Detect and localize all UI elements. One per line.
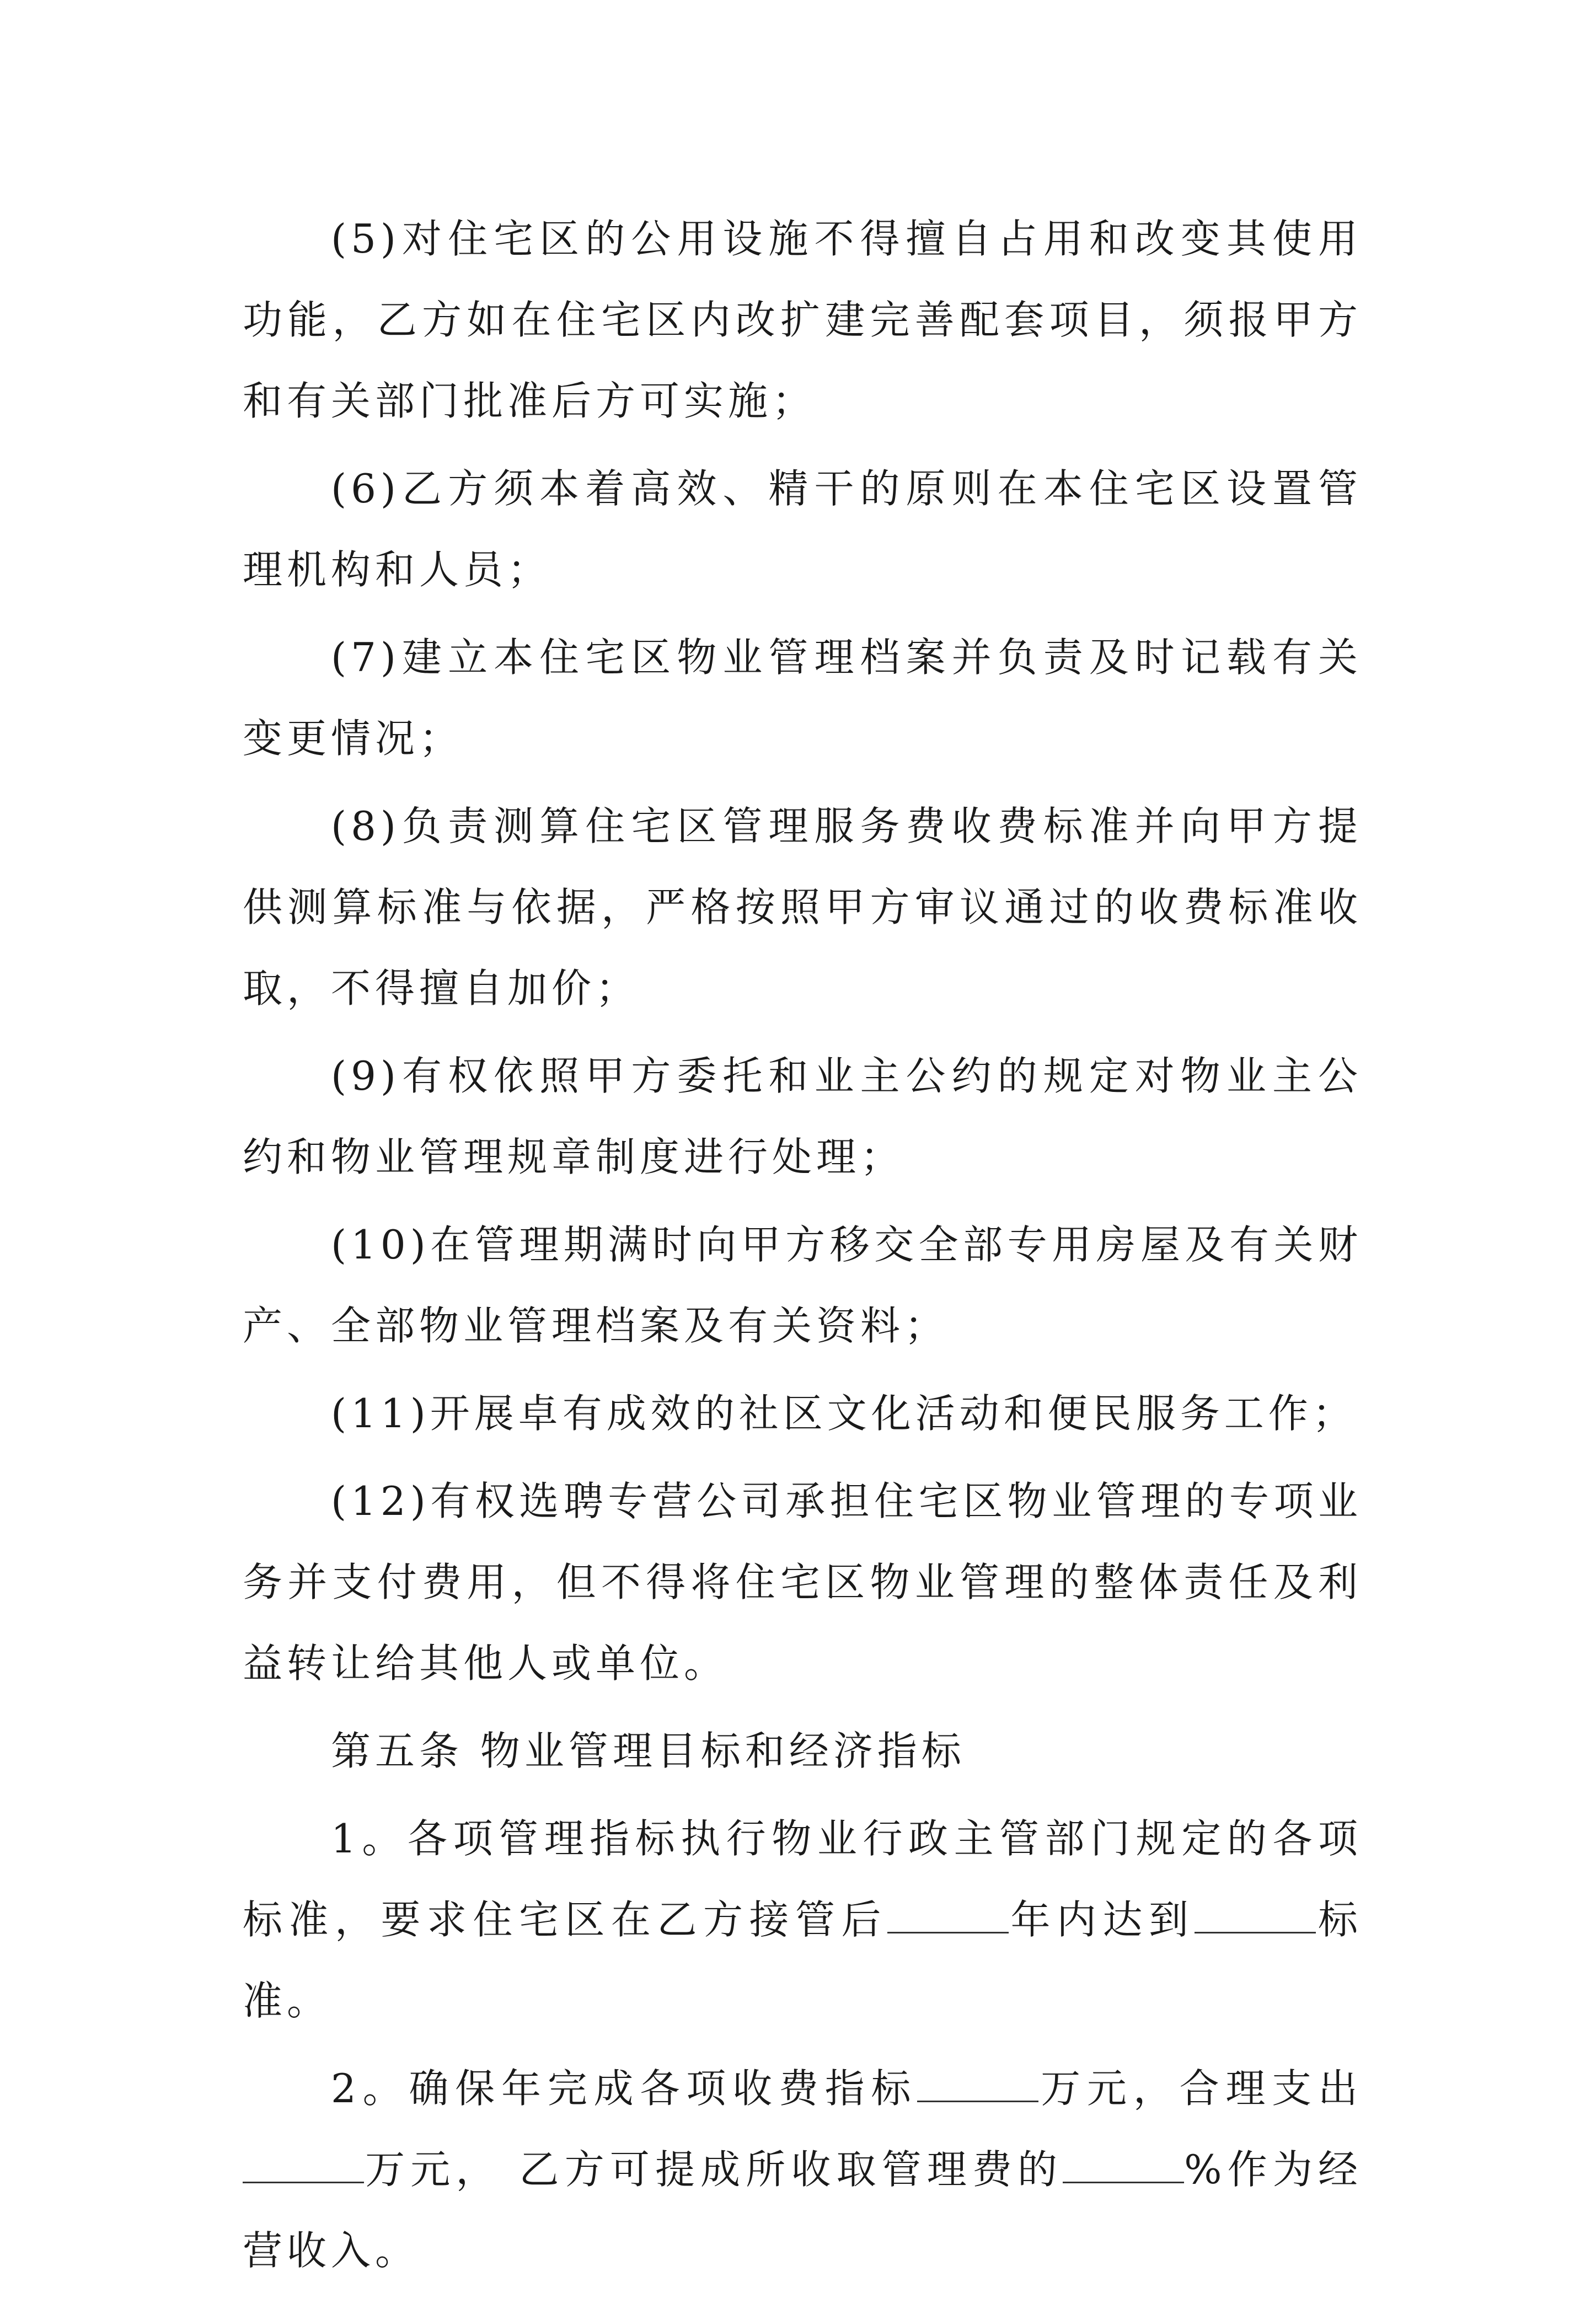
- paragraph-item-7: (7)建立本住宅区物业管理档案并负责及时记载有关变更情况；: [243, 634, 1362, 762]
- article-5-heading: 第五条 物业管理目标和经济指标: [331, 1728, 966, 1774]
- paragraph-item-9: (9)有权依照甲方委托和业主公约的规定对物业主公约和物业管理规章制度进行处理；: [243, 1053, 1362, 1180]
- target-item-1: [243, 1798, 1362, 2042]
- blank-expenditure-field[interactable]: [243, 2149, 364, 2183]
- target-item-1-text-a: 1。各项管理指标执行物业行政主管部门规定的各项标准，要求住宅区在乙方接管后: [243, 1815, 1362, 1943]
- target-item-2-text-d: %作为经营收入。: [243, 2146, 1362, 2274]
- paragraph-item-10: (10)在管理期满时向甲方移交全部专用房屋及有关财产、全部物业管理档案及有关资料；: [243, 1222, 1362, 1349]
- paragraph-item-12: (12)有权选聘专营公司承担住宅区物业管理的专项业务并支付费用，但不得将住宅区物业管理的整体责任及利益转让给其他人或单位。: [243, 1478, 1362, 1686]
- target-item-1-text-b: 年内达到: [1008, 1897, 1195, 1943]
- target-item-2-text-a: 2。确保年完成各项收费指标: [331, 2065, 918, 2112]
- blank-percentage-field[interactable]: [1063, 2149, 1184, 2183]
- paragraph-item-5: (5)对住宅区的公用设施不得擅自占用和改变其使用功能，乙方如在住宅区内改扩建完善配套项目，须报甲方和有关部门批准后方可实施；: [243, 216, 1362, 424]
- target-item-2-text-c: 万元， 乙方可提成所收取管理费的: [364, 2146, 1063, 2193]
- target-item-2: [243, 2048, 1362, 2291]
- document-page: [243, 199, 1362, 2298]
- paragraph-item-8: (8)负责测算住宅区管理服务费收费标准并向甲方提供测算标准与依据，严格按照甲方审议通过的收费标准收取，不得擅自加价；: [243, 803, 1362, 1011]
- target-item-2-text-b: 万元，合理支出: [1038, 2065, 1362, 2112]
- blank-years-field[interactable]: [887, 1899, 1009, 1933]
- blank-standard-field[interactable]: [1195, 1899, 1316, 1933]
- paragraph-item-11: (11)开展卓有成效的社区文化活动和便民服务工作；: [331, 1390, 1357, 1437]
- target-item-1-text-c: 标准。: [243, 1897, 1362, 2024]
- paragraph-item-6: (6)乙方须本着高效、精干的原则在本住宅区设置管理机构和人员；: [243, 465, 1362, 593]
- blank-fee-target-field[interactable]: [917, 2067, 1038, 2102]
